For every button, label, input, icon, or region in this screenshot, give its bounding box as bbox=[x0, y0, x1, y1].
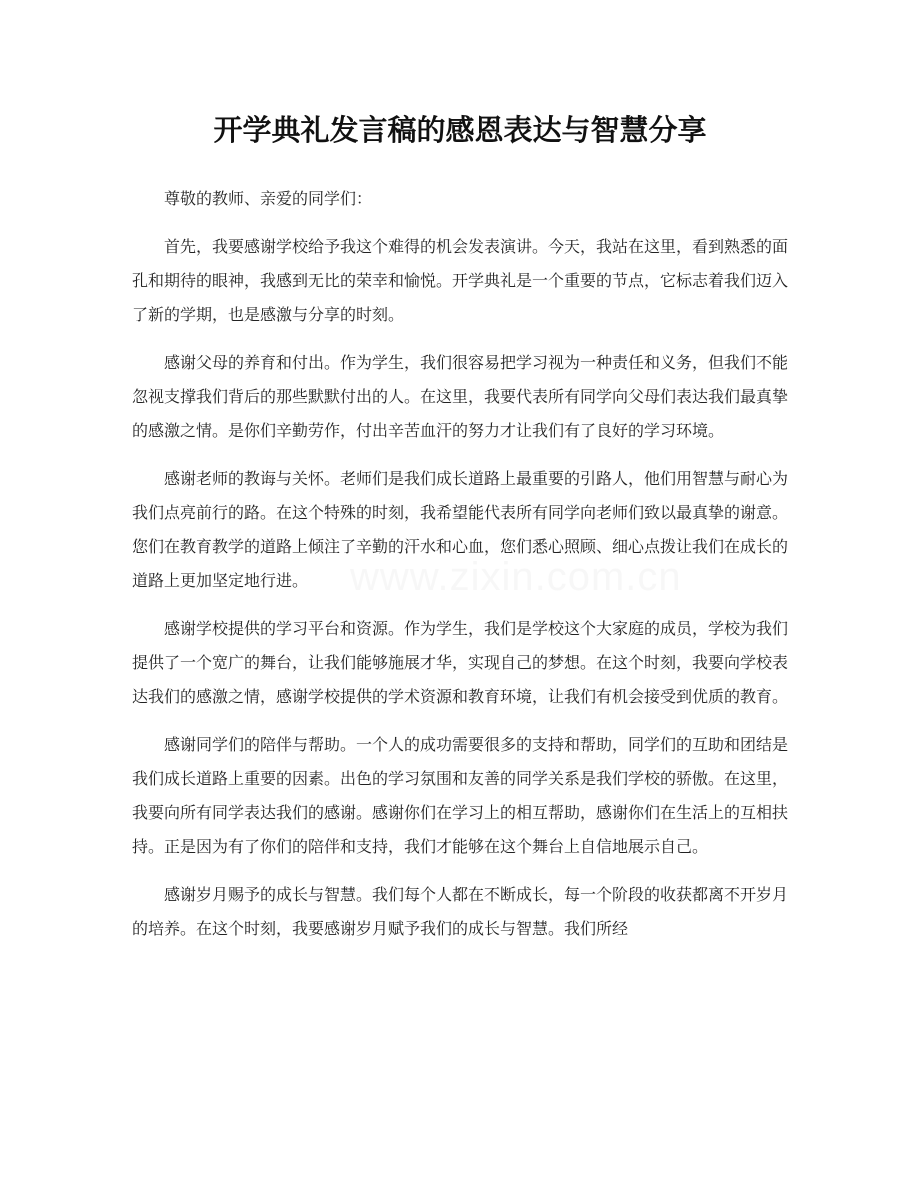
paragraph-time: 感谢岁月赐予的成长与智慧。我们每个人都在不断成长，每一个阶段的收获都离不开岁月的培养。在这个时刻，我要感谢岁月赋予我们的成长与智慧。我们所经 bbox=[132, 885, 789, 938]
document-body bbox=[132, 182, 788, 960]
paragraph-teachers: 感谢老师的教诲与关怀。老师们是我们成长道路上最重要的引路人，他们用智慧与耐心为我们点亮前行的路。在这个特殊的时刻，我希望能代表所有同学向老师们致以最真挚的谢意。您们在教育教学的道路上倾注了辛勤的汗水和心血，您们悉心照顾、细心点拨让我们在成长的道路上更加坚定地行进。 bbox=[132, 469, 789, 590]
paragraph-parents: 感谢父母的养育和付出。作为学生，我们很容易把学习视为一种责任和义务，但我们不能忽视支撑我们背后的那些默默付出的人。在这里，我要代表所有同学向父母们表达我们最真挚的感激之情。是你们辛勤劳作，付出辛苦血汗的努力才让我们有了良好的学习环境。 bbox=[132, 353, 789, 440]
watermark: www.zixin.com.cn bbox=[350, 555, 682, 599]
paragraph-school: 感谢学校提供的学习平台和资源。作为学生，我们是学校这个大家庭的成员，学校为我们提供了一个宽广的舞台，让我们能够施展才华，实现自己的梦想。在这个时刻，我要向学校表达我们的感激之情，感谢学校提供的学术资源和教育环境，让我们有机会接受到优质的教育。 bbox=[132, 619, 789, 706]
paragraph-intro: 首先，我要感谢学校给予我这个难得的机会发表演讲。今天，我站在这里，看到熟悉的面孔和期待的眼神，我感到无比的荣幸和愉悦。开学典礼是一个重要的节点，它标志着我们迈入了新的学期，也是感激与分享的时刻。 bbox=[132, 237, 789, 324]
document-title: 开学典礼发言稿的感恩表达与智慧分享 bbox=[213, 113, 707, 147]
salutation: 尊敬的教师、亲爱的同学们： bbox=[164, 189, 373, 208]
paragraph-classmates: 感谢同学们的陪伴与帮助。一个人的成功需要很多的支持和帮助，同学们的互助和团结是我们成长道路上重要的因素。出色的学习氛围和友善的同学关系是我们学校的骄傲。在这里，我要向所有同学表达我们的感谢。感谢你们在学习上的相互帮助，感谢你们在生活上的互相扶持。正是因为有了你们的陪伴和支持，我们才能够在这个舞台上自信地展示自己。 bbox=[132, 735, 789, 856]
